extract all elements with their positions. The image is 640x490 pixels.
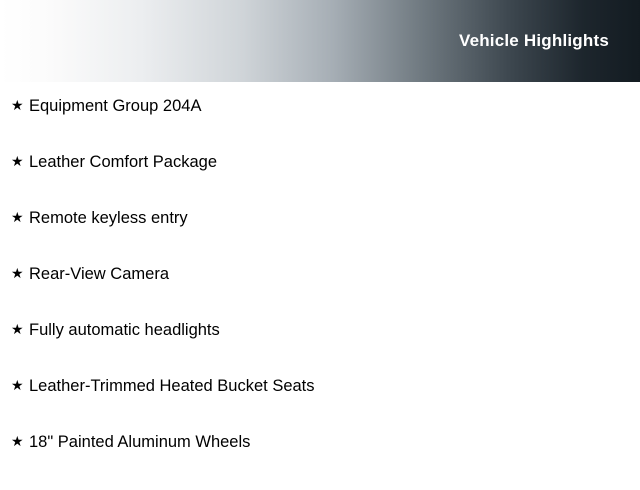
list-item-label: Remote keyless entry: [29, 209, 188, 227]
star-icon: ★: [11, 433, 24, 449]
list-item-label: Equipment Group 204A: [29, 97, 202, 115]
list-item: [0, 210, 640, 266]
star-icon: ★: [11, 97, 24, 113]
star-icon: ★: [11, 265, 24, 281]
page-title: Vehicle Highlights: [458, 31, 609, 50]
highlights-section: [0, 82, 640, 490]
list-item: [0, 154, 640, 210]
star-icon: ★: [11, 377, 24, 393]
list-item: [0, 266, 640, 322]
list-item: [0, 98, 640, 154]
list-item: [0, 322, 640, 378]
star-icon: ★: [11, 153, 24, 169]
list-item: [0, 434, 640, 490]
star-icon: ★: [11, 209, 24, 225]
list-item-label: Fully automatic headlights: [29, 321, 220, 339]
header-bar: [0, 0, 640, 82]
star-icon: ★: [11, 321, 24, 337]
list-item-label: Leather Comfort Package: [29, 153, 218, 171]
list-item-label: 18" Painted Aluminum Wheels: [29, 433, 251, 451]
list-item-label: Rear-View Camera: [29, 265, 169, 283]
list-item-label: Leather-Trimmed Heated Bucket Seats: [29, 377, 315, 395]
highlights-list: [0, 98, 640, 490]
list-item: [0, 378, 640, 434]
